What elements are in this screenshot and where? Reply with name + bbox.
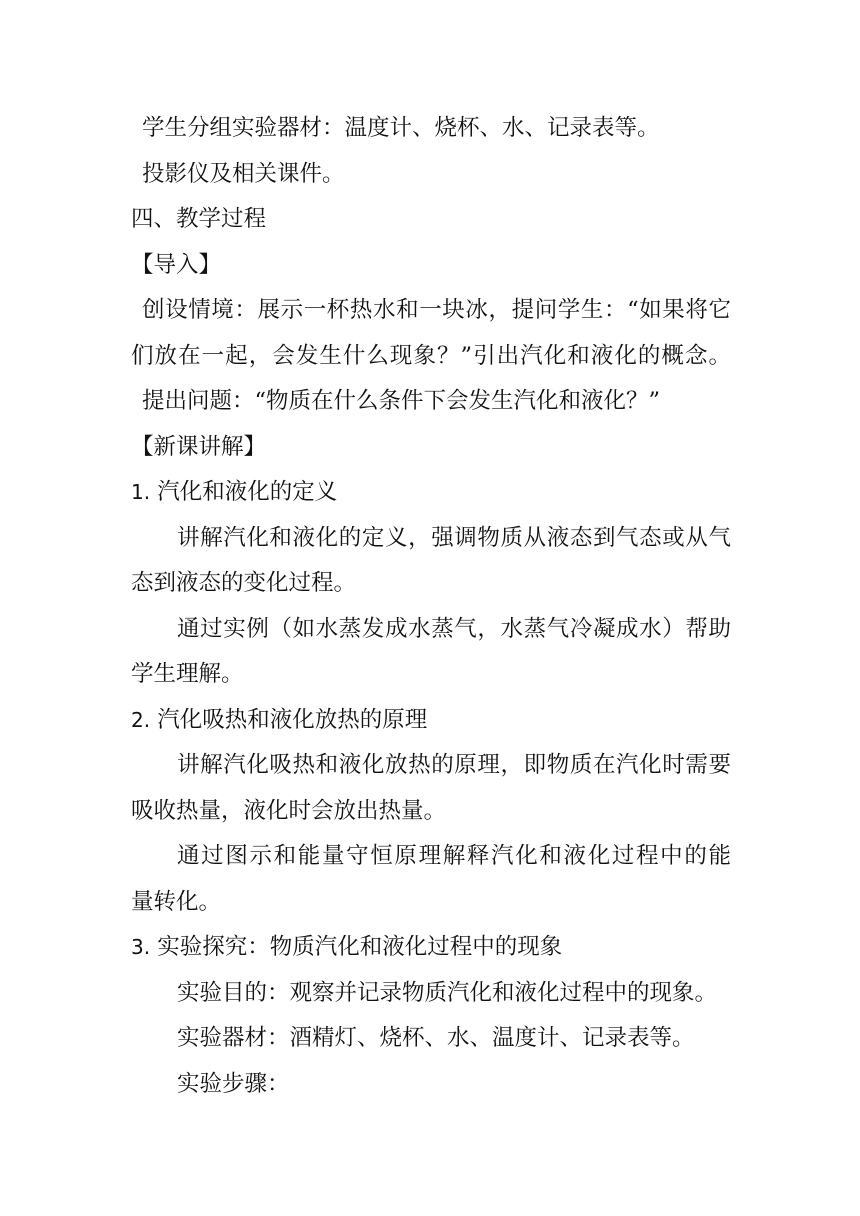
text: 汽化吸热和液化放热的原理 bbox=[157, 706, 428, 733]
text-line-example-2 bbox=[131, 652, 731, 698]
text-line-experiment-goal bbox=[131, 971, 731, 1017]
text: 实验探究：物质汽化和液化过程中的现象 bbox=[157, 934, 563, 960]
text: 讲解汽化吸热和液化放热的原理，即物质在汽化时需要 bbox=[177, 752, 731, 778]
subheading-new-lesson bbox=[131, 425, 731, 471]
text: 汽化和液化的定义 bbox=[157, 479, 338, 505]
text-line-principle-1 bbox=[131, 743, 731, 789]
text: 吸收热量，液化时会放出热量。 bbox=[131, 797, 447, 824]
text-line-scenario-1 bbox=[131, 288, 731, 334]
text-line-scenario-2 bbox=[131, 334, 731, 380]
list-number: 2. bbox=[131, 707, 151, 732]
list-number: 3. bbox=[131, 935, 151, 959]
numbered-heading-3 bbox=[131, 925, 731, 971]
text: 通过实例（如水蒸发成水蒸气，水蒸气冷凝成水）帮助 bbox=[177, 615, 731, 642]
text: 讲解汽化和液化的定义，强调物质从液态到气态或从气 bbox=[177, 524, 731, 551]
text: 投影仪及相关课件。 bbox=[142, 160, 345, 187]
text: 学生理解。 bbox=[131, 661, 244, 687]
text: 态到液态的变化过程。 bbox=[131, 570, 357, 596]
text-line-example-1 bbox=[131, 607, 731, 653]
text-line-definition-2 bbox=[131, 561, 731, 607]
list-number: 1. bbox=[131, 480, 151, 504]
text-line-experiment-equipment bbox=[131, 1016, 731, 1062]
text-line-projector bbox=[131, 152, 731, 198]
text: 提出问题：“物质在什么条件下会发生汽化和液化？” bbox=[142, 388, 661, 414]
text: 学生分组实验器材：温度计、烧杯、水、记录表等。 bbox=[142, 115, 660, 141]
text: 【导入】 bbox=[131, 251, 222, 278]
text-line-equipment bbox=[131, 106, 731, 152]
text: 实验器材：酒精灯、烧杯、水、温度计、记录表等。 bbox=[177, 1025, 695, 1051]
text-line-principle-2 bbox=[131, 789, 731, 835]
text: 四、教学过程 bbox=[131, 206, 267, 232]
text-line-energy-1 bbox=[131, 834, 731, 880]
text: 实验步骤： bbox=[177, 1070, 290, 1097]
text-line-definition-1 bbox=[131, 516, 731, 562]
text: 实验目的：观察并记录物质汽化和液化过程中的现象。 bbox=[177, 979, 718, 1006]
text-line-experiment-steps bbox=[131, 1062, 731, 1108]
text: 们放在一起，会发生什么现象？”引出汽化和液化的概念。 bbox=[131, 342, 731, 369]
text: 【新课讲解】 bbox=[131, 433, 267, 460]
text-line-question bbox=[131, 379, 731, 425]
document-body bbox=[131, 106, 731, 1107]
section-heading-teaching-process bbox=[131, 197, 731, 243]
text: 通过图示和能量守恒原理解释汽化和液化过程中的能 bbox=[177, 843, 731, 869]
subheading-introduction bbox=[131, 243, 731, 289]
numbered-heading-1 bbox=[131, 470, 731, 516]
text: 创设情境：展示一杯热水和一块冰，提问学生：“如果将它 bbox=[142, 297, 731, 323]
numbered-heading-2 bbox=[131, 698, 731, 744]
text-line-energy-2 bbox=[131, 880, 731, 926]
text: 量转化。 bbox=[131, 888, 222, 915]
